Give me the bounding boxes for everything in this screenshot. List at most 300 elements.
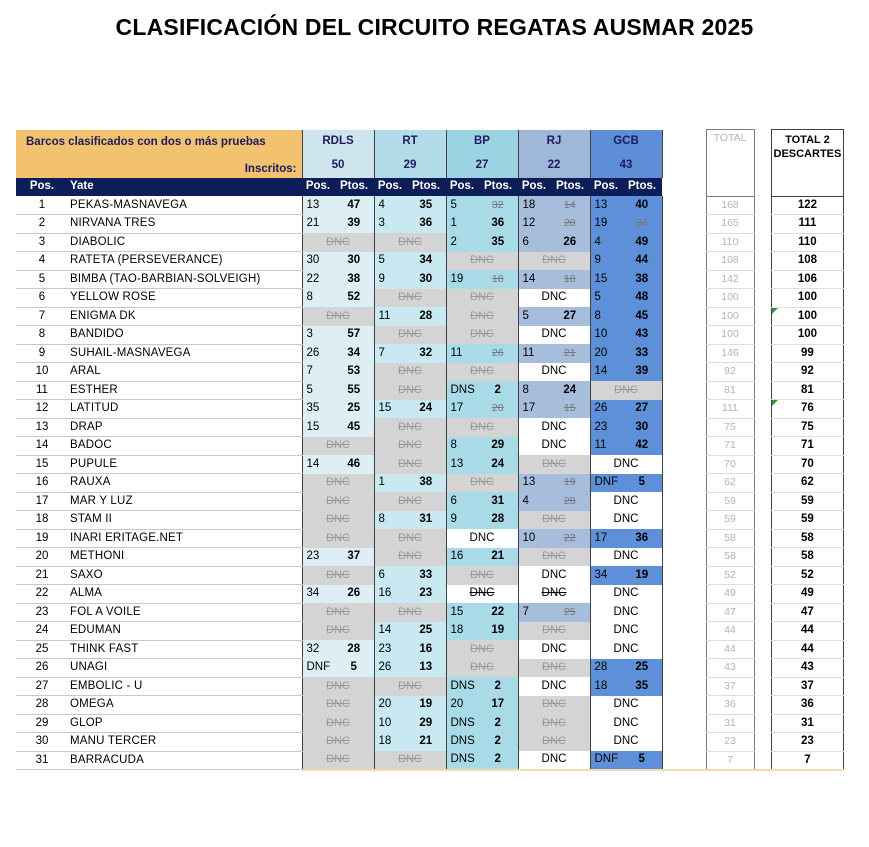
rt-points: 29 bbox=[406, 714, 446, 733]
row-position: 27 bbox=[16, 677, 68, 696]
row-total: 49 bbox=[706, 585, 754, 604]
table-row bbox=[16, 677, 844, 696]
yacht-name: THINK FAST bbox=[68, 640, 302, 659]
row-position: 30 bbox=[16, 733, 68, 752]
gcb-position: 34 bbox=[590, 566, 622, 585]
row-final-total: 23 bbox=[771, 733, 844, 752]
gcb-points: 40 bbox=[622, 196, 662, 215]
rdls-points: 30 bbox=[334, 252, 374, 271]
table-row bbox=[16, 437, 844, 456]
row-total: 81 bbox=[706, 381, 754, 400]
yacht-name: INARI ERITAGE.NET bbox=[68, 529, 302, 548]
bp-dnc: DNC bbox=[446, 326, 518, 345]
rt-dnc: DNC bbox=[374, 492, 446, 511]
spacer bbox=[754, 455, 771, 474]
spacer bbox=[662, 418, 706, 437]
gcb-points: 44 bbox=[622, 252, 662, 271]
rj-points: 25 bbox=[550, 603, 590, 622]
rdls-position: 13 bbox=[302, 196, 334, 215]
bp-dnc: DNC bbox=[446, 289, 518, 308]
spacer bbox=[754, 529, 771, 548]
bp-dnc: DNC bbox=[446, 363, 518, 382]
rj-position: 8 bbox=[518, 381, 550, 400]
rj-position: 5 bbox=[518, 307, 550, 326]
rj-dnc: DNC bbox=[518, 733, 590, 752]
spacer bbox=[662, 585, 706, 604]
spacer bbox=[662, 751, 706, 770]
event-header-rt: RT bbox=[374, 130, 446, 154]
bp-dnc: DNC bbox=[446, 252, 518, 271]
rj-position: 12 bbox=[518, 215, 550, 234]
table-row bbox=[16, 622, 844, 641]
rdls-dnc: DNC bbox=[302, 603, 374, 622]
rt-position: 4 bbox=[374, 196, 406, 215]
row-position: 13 bbox=[16, 418, 68, 437]
row-total: 71 bbox=[706, 437, 754, 456]
row-total: 37 bbox=[706, 677, 754, 696]
table-row bbox=[16, 566, 844, 585]
gcb-position: DNF bbox=[590, 474, 622, 493]
rt-points: 36 bbox=[406, 215, 446, 234]
table-row bbox=[16, 233, 844, 252]
table-row bbox=[16, 270, 844, 289]
bp-position: 20 bbox=[446, 696, 478, 715]
gcb-points: 5 bbox=[622, 751, 662, 770]
row-final-total: 58 bbox=[771, 529, 844, 548]
yacht-name: METHONI bbox=[68, 548, 302, 567]
rj-position: 13 bbox=[518, 474, 550, 493]
spacer bbox=[754, 381, 771, 400]
row-total: 59 bbox=[706, 511, 754, 530]
rj-points: 15 bbox=[550, 400, 590, 419]
rt-points: 34 bbox=[406, 252, 446, 271]
spacer bbox=[662, 270, 706, 289]
rt-points: 16 bbox=[406, 640, 446, 659]
spacer bbox=[754, 585, 771, 604]
gcb-points: 30 bbox=[622, 418, 662, 437]
row-total: 168 bbox=[706, 196, 754, 215]
rdls-points: 45 bbox=[334, 418, 374, 437]
qualified-boats-text: Barcos clasificados con dos o más pruebas bbox=[26, 135, 266, 148]
bp-position: 2 bbox=[446, 233, 478, 252]
row-final-total: 47 bbox=[771, 603, 844, 622]
rj-dnc: DNC bbox=[518, 677, 590, 696]
rj-points: 21 bbox=[550, 344, 590, 363]
spacer bbox=[662, 492, 706, 511]
final-header-line1: TOTAL 2 bbox=[785, 134, 830, 146]
rt-dnc: DNC bbox=[374, 455, 446, 474]
final-total-header bbox=[771, 130, 844, 178]
bp-position: DNS bbox=[446, 677, 478, 696]
rdls-points: 34 bbox=[334, 344, 374, 363]
bp-dnc: DNC bbox=[446, 566, 518, 585]
row-final-total: 76 bbox=[771, 400, 844, 419]
yacht-name: PEKAS-MASNAVEGA bbox=[68, 196, 302, 215]
row-final-total: 59 bbox=[771, 511, 844, 530]
gcb-dnc: DNC bbox=[590, 622, 662, 641]
gcb-position: 17 bbox=[590, 529, 622, 548]
yacht-name: BADOC bbox=[68, 437, 302, 456]
gcb-position: 18 bbox=[590, 677, 622, 696]
row-final-total: 59 bbox=[771, 492, 844, 511]
rdls-dnc: DNC bbox=[302, 511, 374, 530]
bp-position: DNS bbox=[446, 733, 478, 752]
row-position: 7 bbox=[16, 307, 68, 326]
yacht-name: ALMA bbox=[68, 585, 302, 604]
rj-position: 18 bbox=[518, 196, 550, 215]
table-row bbox=[16, 714, 844, 733]
rj-dnc: DNC bbox=[518, 585, 590, 604]
rj-position: 17 bbox=[518, 400, 550, 419]
rj-dnc: DNC bbox=[518, 363, 590, 382]
rt-position: 10 bbox=[374, 714, 406, 733]
row-position: 21 bbox=[16, 566, 68, 585]
col-yate: Yate bbox=[68, 178, 302, 197]
spacer bbox=[662, 566, 706, 585]
gcb-dnc: DNC bbox=[590, 511, 662, 530]
spacer bbox=[662, 215, 706, 234]
bp-position: 13 bbox=[446, 455, 478, 474]
bp-points: 2 bbox=[478, 751, 518, 770]
rt-points: 19 bbox=[406, 696, 446, 715]
rj-position: 11 bbox=[518, 344, 550, 363]
yacht-name: BARRACUDA bbox=[68, 751, 302, 770]
rt-points: 38 bbox=[406, 474, 446, 493]
yacht-name: ARAL bbox=[68, 363, 302, 382]
gcb-position: 28 bbox=[590, 659, 622, 678]
yacht-name: BIMBA (TAO-BARBIAN-SOLVEIGH) bbox=[68, 270, 302, 289]
rt-dnc: DNC bbox=[374, 437, 446, 456]
bp-points: 35 bbox=[478, 233, 518, 252]
row-final-total: 70 bbox=[771, 455, 844, 474]
rj-position: 6 bbox=[518, 233, 550, 252]
bp-points: 26 bbox=[478, 344, 518, 363]
rdls-dnc: DNC bbox=[302, 492, 374, 511]
bp-position: 19 bbox=[446, 270, 478, 289]
table-row bbox=[16, 289, 844, 308]
row-total: 100 bbox=[706, 289, 754, 308]
row-final-total: 108 bbox=[771, 252, 844, 271]
rj-points: 28 bbox=[550, 492, 590, 511]
rj-points: 27 bbox=[550, 307, 590, 326]
row-total: 100 bbox=[706, 326, 754, 345]
col-bp-ptos: Ptos. bbox=[478, 178, 518, 197]
rdls-points: 25 bbox=[334, 400, 374, 419]
yacht-name: EMBOLIC - U bbox=[68, 677, 302, 696]
row-total: 70 bbox=[706, 455, 754, 474]
rt-position: 8 bbox=[374, 511, 406, 530]
spacer bbox=[662, 196, 706, 215]
row-position: 11 bbox=[16, 381, 68, 400]
rt-points: 35 bbox=[406, 196, 446, 215]
col-rt-pos: Pos. bbox=[374, 178, 406, 197]
spacer bbox=[754, 474, 771, 493]
yacht-name: MAR Y LUZ bbox=[68, 492, 302, 511]
rj-position: 10 bbox=[518, 529, 550, 548]
spacer bbox=[662, 233, 706, 252]
rt-dnc: DNC bbox=[374, 751, 446, 770]
yacht-name: LATITUD bbox=[68, 400, 302, 419]
spacer bbox=[754, 326, 771, 345]
gcb-position: 9 bbox=[590, 252, 622, 271]
results-table bbox=[16, 129, 844, 771]
row-position: 4 bbox=[16, 252, 68, 271]
spacer bbox=[754, 622, 771, 641]
bp-position: 5 bbox=[446, 196, 478, 215]
row-position: 29 bbox=[16, 714, 68, 733]
table-row bbox=[16, 511, 844, 530]
final-header-blank bbox=[771, 178, 844, 197]
row-total: 59 bbox=[706, 492, 754, 511]
bp-dnc: DNC bbox=[446, 418, 518, 437]
row-final-total: 100 bbox=[771, 307, 844, 326]
rdls-dnc: DNC bbox=[302, 751, 374, 770]
spacer bbox=[662, 603, 706, 622]
inscritos-bp: 27 bbox=[446, 154, 518, 178]
rdls-position: 3 bbox=[302, 326, 334, 345]
rdls-position: 14 bbox=[302, 455, 334, 474]
row-position: 15 bbox=[16, 455, 68, 474]
spacer bbox=[754, 640, 771, 659]
yacht-name: RATETA (PERSEVERANCE) bbox=[68, 252, 302, 271]
spacer bbox=[662, 381, 706, 400]
gcb-position: 19 bbox=[590, 215, 622, 234]
row-total: 75 bbox=[706, 418, 754, 437]
bp-dnc: DNC bbox=[446, 585, 518, 604]
spacer bbox=[662, 696, 706, 715]
gcb-position: 20 bbox=[590, 344, 622, 363]
row-final-total: 36 bbox=[771, 696, 844, 715]
spacer bbox=[754, 511, 771, 530]
spacer bbox=[754, 215, 771, 234]
rdls-position: DNF bbox=[302, 659, 334, 678]
rdls-position: 23 bbox=[302, 548, 334, 567]
rdls-position: 8 bbox=[302, 289, 334, 308]
total-header: TOTAL bbox=[706, 130, 754, 178]
spacer bbox=[754, 344, 771, 363]
gcb-position: DNF bbox=[590, 751, 622, 770]
spacer bbox=[754, 677, 771, 696]
bp-points: 21 bbox=[478, 548, 518, 567]
spacer bbox=[754, 252, 771, 271]
row-final-total: 99 bbox=[771, 344, 844, 363]
spacer bbox=[662, 252, 706, 271]
rt-dnc: DNC bbox=[374, 548, 446, 567]
yacht-name: SUHAIL-MASNAVEGA bbox=[68, 344, 302, 363]
rt-dnc: DNC bbox=[374, 603, 446, 622]
bp-points: 28 bbox=[478, 511, 518, 530]
gcb-points: 48 bbox=[622, 289, 662, 308]
rj-position: 14 bbox=[518, 270, 550, 289]
bp-dnc: DNC bbox=[446, 307, 518, 326]
rj-dnc: DNC bbox=[518, 418, 590, 437]
spacer bbox=[662, 622, 706, 641]
gcb-position: 8 bbox=[590, 307, 622, 326]
row-position: 9 bbox=[16, 344, 68, 363]
row-final-total: 31 bbox=[771, 714, 844, 733]
spacer bbox=[662, 326, 706, 345]
row-total: 58 bbox=[706, 529, 754, 548]
rt-position: 23 bbox=[374, 640, 406, 659]
spacer bbox=[754, 492, 771, 511]
rt-points: 33 bbox=[406, 566, 446, 585]
table-row bbox=[16, 252, 844, 271]
yacht-name: MANU TERCER bbox=[68, 733, 302, 752]
bp-position: 17 bbox=[446, 400, 478, 419]
gcb-dnc: DNC bbox=[590, 714, 662, 733]
row-position: 25 bbox=[16, 640, 68, 659]
rt-points: 31 bbox=[406, 511, 446, 530]
rt-points: 30 bbox=[406, 270, 446, 289]
spacer bbox=[662, 344, 706, 363]
row-position: 26 bbox=[16, 659, 68, 678]
event-header-rj: RJ bbox=[518, 130, 590, 154]
gcb-dnc: DNC bbox=[590, 733, 662, 752]
rt-dnc: DNC bbox=[374, 289, 446, 308]
rdls-position: 34 bbox=[302, 585, 334, 604]
gcb-points: 49 bbox=[622, 233, 662, 252]
row-total: 36 bbox=[706, 696, 754, 715]
bp-position: 1 bbox=[446, 215, 478, 234]
gcb-dnc: DNC bbox=[590, 640, 662, 659]
rt-position: 1 bbox=[374, 474, 406, 493]
row-position: 5 bbox=[16, 270, 68, 289]
gcb-dnc: DNC bbox=[590, 492, 662, 511]
row-final-total: 44 bbox=[771, 622, 844, 641]
spacer bbox=[754, 233, 771, 252]
spacer bbox=[754, 307, 771, 326]
rj-dnc: DNC bbox=[518, 640, 590, 659]
row-position: 6 bbox=[16, 289, 68, 308]
rt-points: 21 bbox=[406, 733, 446, 752]
final-header-line2: DESCARTES bbox=[773, 148, 842, 160]
rt-points: 23 bbox=[406, 585, 446, 604]
row-final-total: 71 bbox=[771, 437, 844, 456]
row-total: 58 bbox=[706, 548, 754, 567]
row-total: 7 bbox=[706, 751, 754, 770]
row-final-total: 62 bbox=[771, 474, 844, 493]
bp-position: DNS bbox=[446, 714, 478, 733]
row-total: 92 bbox=[706, 363, 754, 382]
row-position: 28 bbox=[16, 696, 68, 715]
row-position: 20 bbox=[16, 548, 68, 567]
col-rj-ptos: Ptos. bbox=[550, 178, 590, 197]
table-row bbox=[16, 474, 844, 493]
table-row bbox=[16, 548, 844, 567]
row-final-total: 100 bbox=[771, 326, 844, 345]
rj-dnc: DNC bbox=[518, 714, 590, 733]
inscritos-gcb: 43 bbox=[590, 154, 662, 178]
spacer bbox=[662, 363, 706, 382]
table-row bbox=[16, 492, 844, 511]
rt-points: 13 bbox=[406, 659, 446, 678]
rdls-position: 35 bbox=[302, 400, 334, 419]
gcb-points: 43 bbox=[622, 326, 662, 345]
gcb-position: 5 bbox=[590, 289, 622, 308]
spacer bbox=[754, 363, 771, 382]
rdls-dnc: DNC bbox=[302, 733, 374, 752]
rt-position: 9 bbox=[374, 270, 406, 289]
gcb-dnc: DNC bbox=[590, 585, 662, 604]
rj-dnc: DNC bbox=[518, 751, 590, 770]
rt-points: 25 bbox=[406, 622, 446, 641]
yacht-name: PUPULE bbox=[68, 455, 302, 474]
yacht-name: ENIGMA DK bbox=[68, 307, 302, 326]
row-position: 23 bbox=[16, 603, 68, 622]
event-header-bp: BP bbox=[446, 130, 518, 154]
rdls-position: 30 bbox=[302, 252, 334, 271]
rdls-dnc: DNC bbox=[302, 233, 374, 252]
bp-points: 2 bbox=[478, 733, 518, 752]
qualified-boats-label bbox=[16, 130, 302, 178]
row-total: 23 bbox=[706, 733, 754, 752]
row-total: 44 bbox=[706, 622, 754, 641]
spacer bbox=[662, 511, 706, 530]
rt-position: 18 bbox=[374, 733, 406, 752]
row-position: 1 bbox=[16, 196, 68, 215]
table-row bbox=[16, 196, 844, 215]
rdls-points: 52 bbox=[334, 289, 374, 308]
rt-position: 6 bbox=[374, 566, 406, 585]
gcb-points: 36 bbox=[622, 529, 662, 548]
table-row bbox=[16, 603, 844, 622]
inscritos-rj: 22 bbox=[518, 154, 590, 178]
rj-dnc: DNC bbox=[518, 511, 590, 530]
table-row bbox=[16, 585, 844, 604]
gcb-points: 25 bbox=[622, 659, 662, 678]
col-gcb-pos: Pos. bbox=[590, 178, 622, 197]
yacht-name: GLOP bbox=[68, 714, 302, 733]
gcb-points: 19 bbox=[622, 566, 662, 585]
spacer bbox=[662, 437, 706, 456]
rj-points: 20 bbox=[550, 215, 590, 234]
rt-dnc: DNC bbox=[374, 677, 446, 696]
inscritos-rt: 29 bbox=[374, 154, 446, 178]
spacer bbox=[754, 196, 771, 215]
row-position: 16 bbox=[16, 474, 68, 493]
rj-dnc: DNC bbox=[518, 455, 590, 474]
row-final-total: 52 bbox=[771, 566, 844, 585]
rt-position: 5 bbox=[374, 252, 406, 271]
spacer bbox=[754, 548, 771, 567]
row-position: 18 bbox=[16, 511, 68, 530]
table-row bbox=[16, 400, 844, 419]
rdls-dnc: DNC bbox=[302, 307, 374, 326]
rj-dnc: DNC bbox=[518, 622, 590, 641]
rj-points: 26 bbox=[550, 233, 590, 252]
row-position: 12 bbox=[16, 400, 68, 419]
row-final-total: 75 bbox=[771, 418, 844, 437]
rj-points: 22 bbox=[550, 529, 590, 548]
row-final-total: 106 bbox=[771, 270, 844, 289]
rt-position: 7 bbox=[374, 344, 406, 363]
rt-position: 3 bbox=[374, 215, 406, 234]
spacer bbox=[662, 714, 706, 733]
row-position: 10 bbox=[16, 363, 68, 382]
bp-dnc: DNC bbox=[446, 640, 518, 659]
gcb-position: 23 bbox=[590, 418, 622, 437]
spacer bbox=[754, 733, 771, 752]
yacht-name: UNAGI bbox=[68, 659, 302, 678]
yacht-name: YELLOW ROSE bbox=[68, 289, 302, 308]
rt-position: 14 bbox=[374, 622, 406, 641]
gcb-points: 39 bbox=[622, 363, 662, 382]
table-row bbox=[16, 640, 844, 659]
col-rdls-pos: Pos. bbox=[302, 178, 334, 197]
yacht-name: BANDIDO bbox=[68, 326, 302, 345]
gcb-position: 14 bbox=[590, 363, 622, 382]
spacer bbox=[662, 659, 706, 678]
